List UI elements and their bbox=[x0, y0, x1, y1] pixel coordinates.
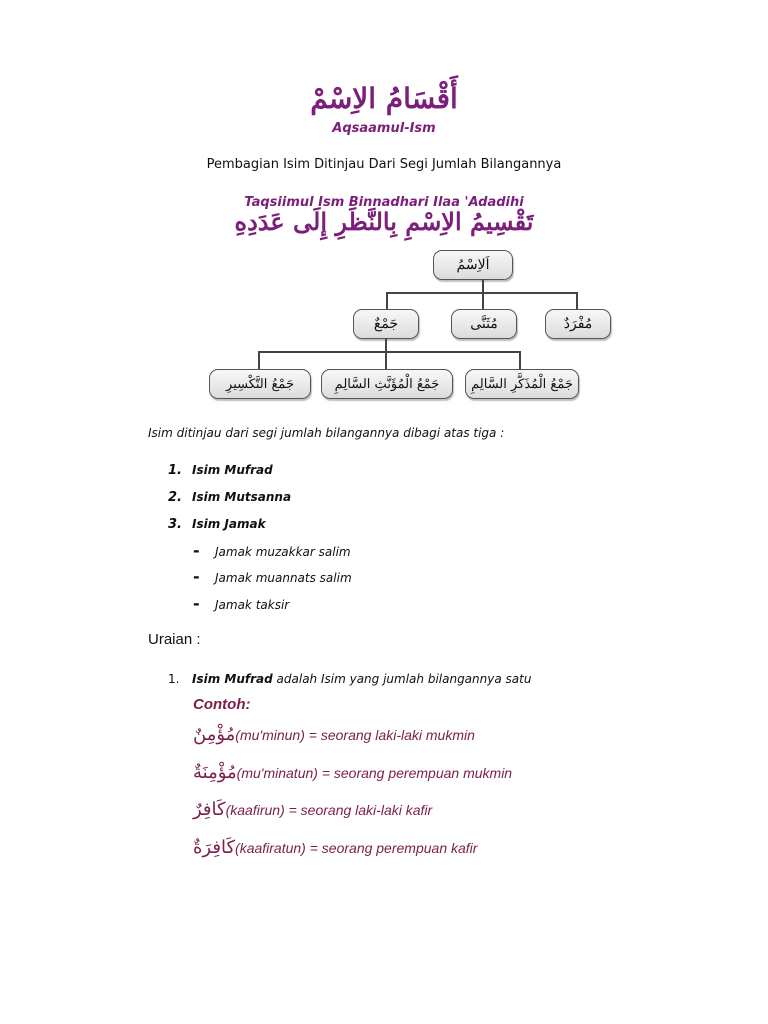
example-row bbox=[193, 799, 432, 820]
tree-node-root: اَلاِسْمُ bbox=[433, 250, 513, 280]
uraian-term: Isim Mufrad bbox=[192, 672, 273, 686]
example-arabic: كَافِرٌ bbox=[193, 799, 226, 820]
sublist-label: Jamak taksir bbox=[215, 598, 290, 612]
tree-connector bbox=[519, 351, 521, 369]
example-row bbox=[193, 837, 477, 858]
example-arabic: مُؤْمِنَةٌ bbox=[193, 762, 237, 783]
sublist-item bbox=[193, 541, 351, 560]
page-title-latin: Aqsaamul-Ism bbox=[332, 121, 436, 136]
list-number: 1. bbox=[168, 463, 182, 478]
tree-node-jamak-taksir: جَمْعُ التَّكْسِيرِ bbox=[209, 369, 311, 399]
subheading-arabic: تَقْسِيمُ الاِسْمِ بِالنَّظَرِ إِلَى عَدَدِهِ bbox=[234, 207, 534, 236]
tree-connector bbox=[482, 292, 484, 309]
tree-node-jamak-muannats: جَمْعُ الْمُؤَنَّثِ السَّالِمِ bbox=[321, 369, 453, 399]
list-number: 3. bbox=[168, 517, 182, 532]
subheading-latin: Taqsiimul Ism Binnadhari Ilaa 'Adadihi bbox=[244, 195, 524, 210]
tree-connector bbox=[258, 351, 521, 353]
tree-connector bbox=[482, 279, 484, 293]
dash-bullet: - bbox=[193, 594, 200, 613]
uraian-definition: adalah Isim yang jumlah bilangannya satu bbox=[272, 672, 532, 686]
list-item bbox=[168, 513, 266, 532]
list-item bbox=[168, 459, 273, 478]
tree-node-mutsanna: مُثَنَّى bbox=[451, 309, 517, 339]
example-row bbox=[193, 724, 475, 745]
tree-node-jamak: جَمْعٌ bbox=[353, 309, 419, 339]
example-text: (mu'minun) = seorang laki-laki mukmin bbox=[235, 727, 475, 743]
sublist-label: Jamak muzakkar salim bbox=[215, 545, 351, 559]
classification-diagram bbox=[200, 245, 600, 405]
uraian-heading: Uraian : bbox=[148, 631, 201, 648]
intro-text: Isim ditinjau dari segi jumlah bilangannya dibagi atas tiga : bbox=[148, 426, 505, 440]
contoh-label: Contoh: bbox=[193, 696, 251, 713]
uraian-item bbox=[168, 672, 531, 686]
sublist-label: Jamak muannats salim bbox=[215, 571, 352, 585]
sublist-item bbox=[193, 567, 352, 586]
sublist-item bbox=[193, 594, 289, 613]
dash-bullet: - bbox=[193, 567, 200, 586]
tree-node-jamak-mudzakkar: جَمْعُ الْمُذَكَّرِ السَّالِمِ bbox=[465, 369, 579, 399]
section-heading: Pembagian Isim Ditinjau Dari Segi Jumlah Bilangannya bbox=[206, 157, 562, 172]
example-arabic: كَافِرَةٌ bbox=[193, 837, 236, 858]
list-label: Isim Mutsanna bbox=[192, 490, 292, 504]
tree-connector bbox=[385, 351, 387, 369]
uraian-number: 1. bbox=[168, 672, 180, 686]
example-arabic: مُؤْمِنٌ bbox=[193, 724, 236, 745]
example-text: (mu'minatun) = seorang perempuan mukmin bbox=[236, 765, 513, 781]
tree-connector bbox=[258, 351, 260, 369]
tree-connector bbox=[576, 292, 578, 309]
dash-bullet: - bbox=[193, 541, 200, 560]
tree-node-mufrad: مُفْرَدٌ bbox=[545, 309, 611, 339]
page-title-arabic: أَقْسَامُ الاِسْمْ bbox=[310, 82, 458, 115]
list-label: Isim Mufrad bbox=[192, 463, 273, 477]
list-number: 2. bbox=[168, 490, 182, 505]
list-label: Isim Jamak bbox=[192, 517, 266, 531]
example-text: (kaafirun) = seorang laki-laki kafir bbox=[225, 802, 433, 818]
example-text: (kaafiratun) = seorang perempuan kafir bbox=[235, 840, 478, 856]
list-item bbox=[168, 486, 291, 505]
tree-connector bbox=[385, 338, 387, 352]
tree-connector bbox=[386, 292, 388, 309]
example-row bbox=[193, 762, 512, 783]
